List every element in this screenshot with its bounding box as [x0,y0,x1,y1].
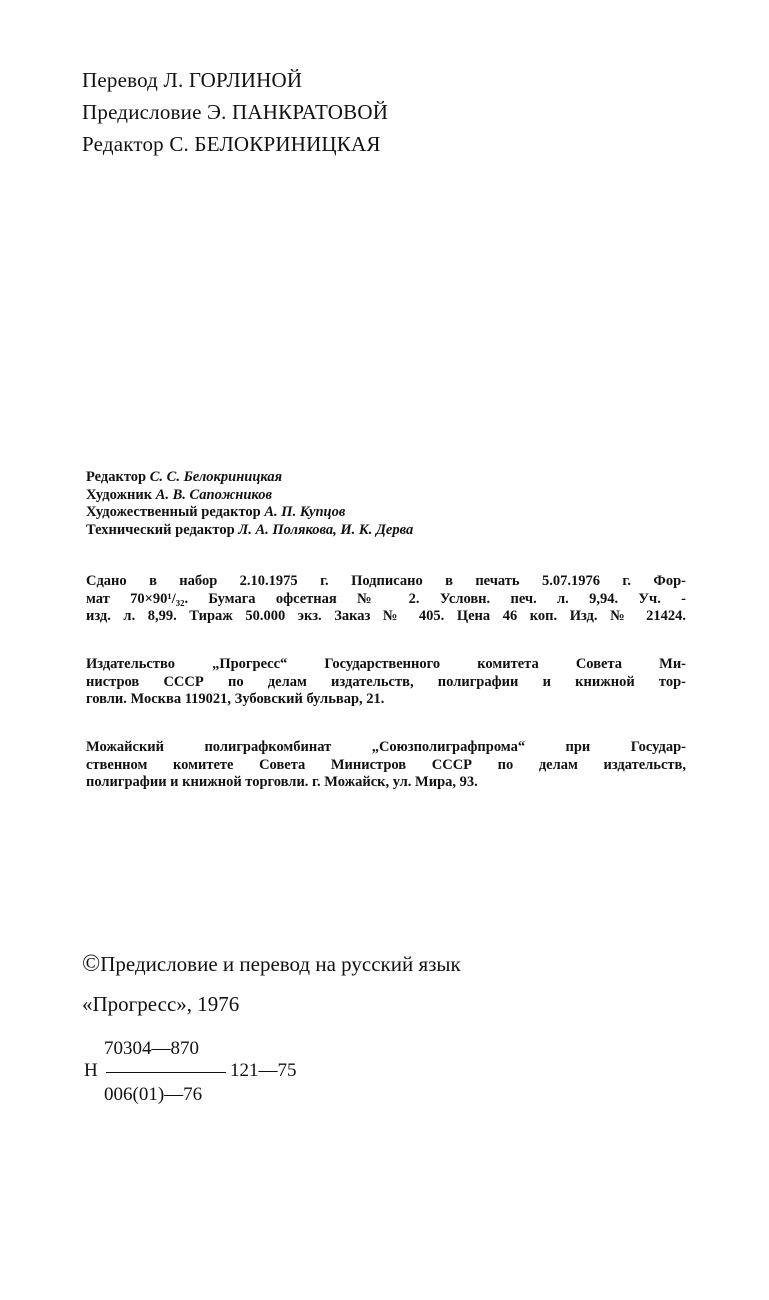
staff-editor [86,469,686,487]
publisher-line: Издательство „Прогресс“ Государственного комитета Совета Ми- [86,656,686,672]
staff-name: С. С. Белокриницкая [149,469,283,485]
copyright-holder: «Прогресс», 1976 [82,992,240,1016]
pub-data-line [86,591,686,609]
copyright-notice [82,944,461,1024]
staff-name: А. П. Купцов [264,504,346,520]
printer-info [86,739,686,792]
format-text: мат 70×90 [86,590,168,607]
staff-list [86,469,686,539]
code-right: 121—75 [230,1060,297,1081]
staff-role: Художник [86,486,156,503]
code-letter: Н [84,1060,98,1081]
staff-role: Технический редактор [86,521,239,538]
publisher-info [86,656,686,709]
staff-role: Художественный редактор [86,504,265,520]
catalog-code [84,1036,324,1116]
publication-data [86,573,686,626]
code-numerator: 70304—870 [104,1038,199,1059]
publisher-line: нистров СССР по делам издательств, полиграфии и книжной тор- [86,673,686,690]
staff-artist [86,487,686,505]
format-fraction: ¹/₃₂ [167,590,185,607]
copyright-text: Предисловие и перевод на русский язык [100,952,461,976]
fraction-bar [106,1072,226,1073]
copyright-icon: © [82,951,101,977]
staff-role: Редактор [86,469,150,485]
pub-data-line: Сдано в набор 2.10.1975 г. Подписано в печать 5.07.1976 г. Фор- [86,573,686,589]
paper-text: . Бумага офсетная № 2. Условн. печ. л. 9,94. Уч. - [184,590,686,607]
staff-name: Л. А. Полякова, И. К. Дерва [238,521,414,538]
translator-credit: Перевод Л. ГОРЛИНОЙ [82,68,303,92]
printer-line: ственном комитете Совета Министров СССР по делам издательств, [86,756,686,773]
staff-art-editor [86,504,686,522]
staff-name: А. В. Сапожников [155,486,272,503]
printer-line: Можайский полиграфкомбинат „Союзполиграфпрома“ при Государ- [86,739,686,755]
code-denominator: 006(01)—76 [104,1084,203,1105]
translation-credits [82,64,388,160]
copyright-line [82,944,461,984]
staff-tech-editor [86,522,686,540]
printer-line: полиграфии и книжной торговли. г. Можайск, ул. Мира, 93. [86,774,478,790]
publisher-line: говли. Москва 119021, Зубовский бульвар, 21. [86,691,385,707]
pub-data-line: изд. л. 8,99. Тираж 50.000 экз. Заказ № 405. Цена 46 коп. Изд. № 21424. [86,608,686,624]
preface-credit: Предисловие Э. ПАНКРАТОВОЙ [82,100,389,124]
editor-credit: Редактор С. БЕЛОКРИНИЦКАЯ [82,132,381,156]
